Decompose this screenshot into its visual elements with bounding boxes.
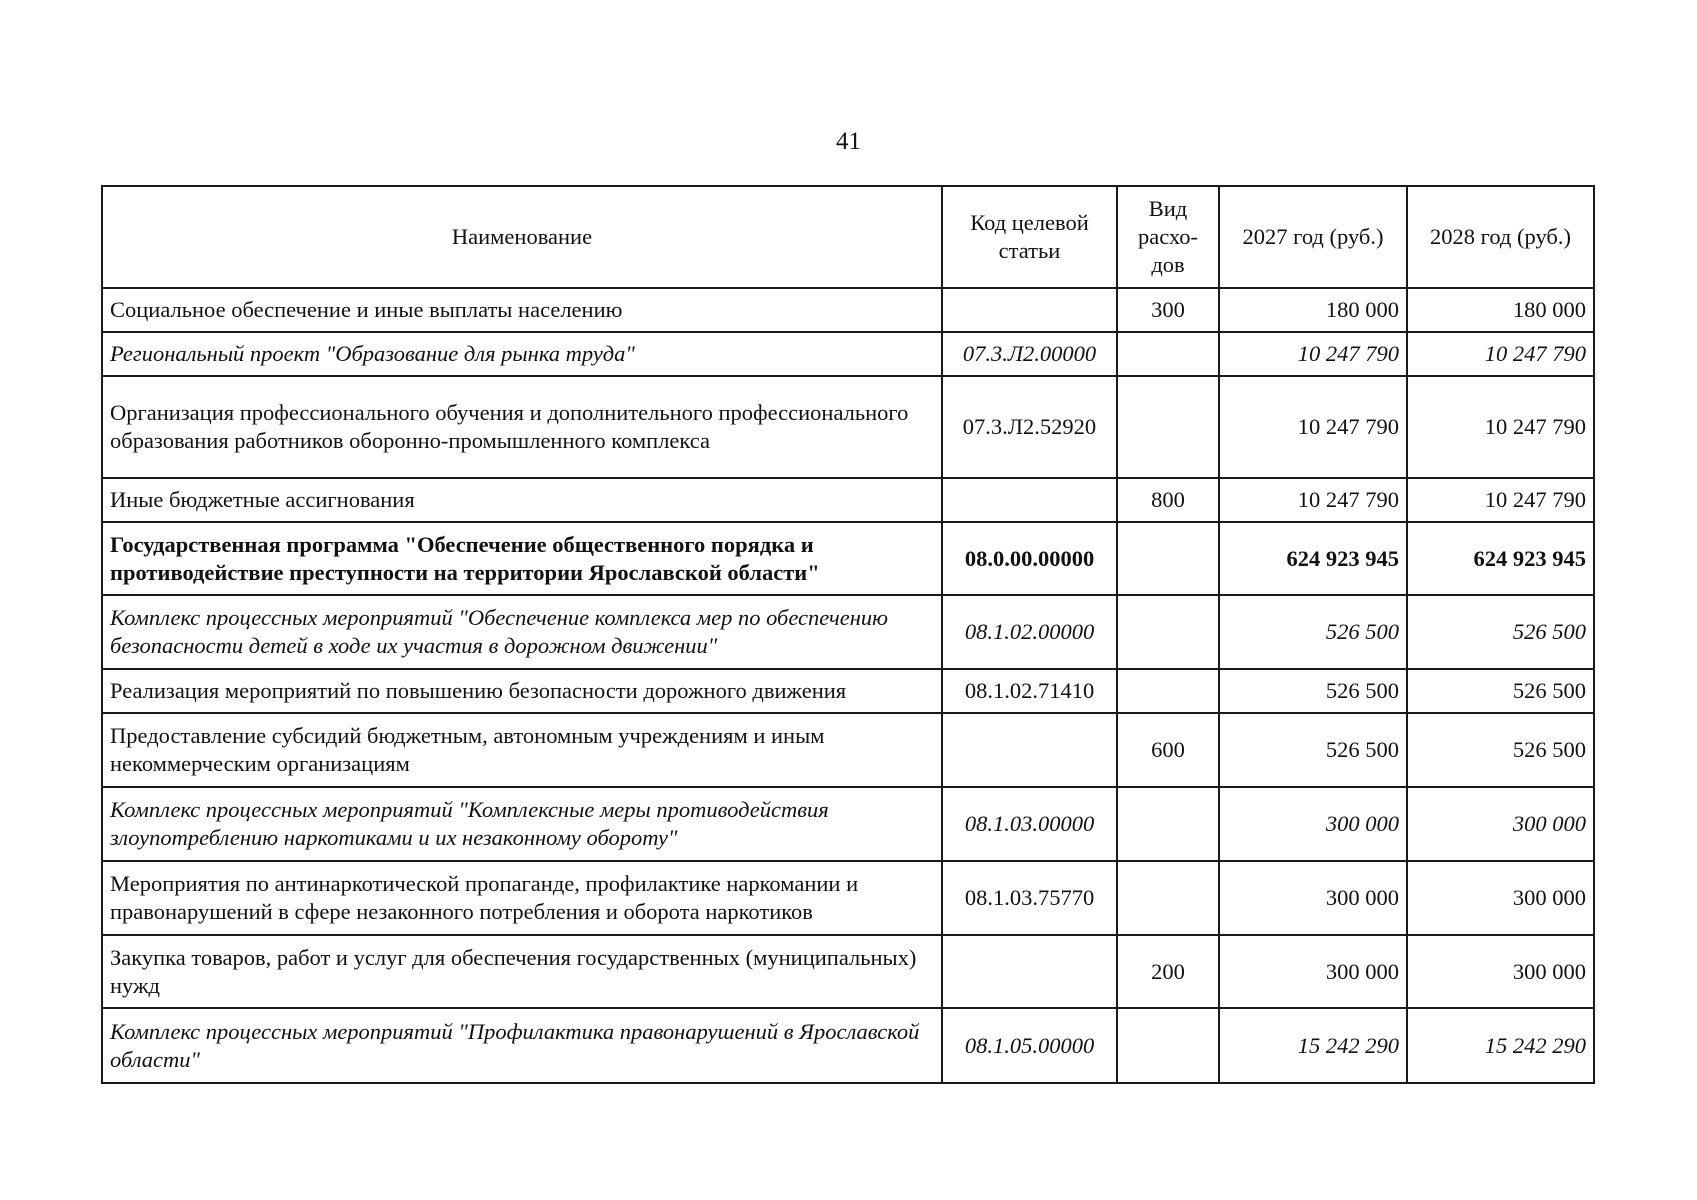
row-kind (1117, 787, 1219, 861)
row-name: Комплекс процессных мероприятий "Обеспечение комплекса мер по обеспечению безопасности детей в ходе их участия в дорожном движении" (102, 595, 942, 669)
row-name: Комплекс процессных мероприятий "Профилактика правонарушений в Ярославской области" (102, 1008, 942, 1083)
table-row (102, 787, 1594, 861)
table-row (102, 935, 1594, 1008)
row-code: 08.1.02.71410 (942, 669, 1117, 713)
row-2028: 300 000 (1407, 787, 1594, 861)
header-code: Код целевой статьи (942, 186, 1117, 288)
row-2028: 526 500 (1407, 595, 1594, 669)
row-name: Мероприятия по антинаркотической пропаганде, профилактике наркомании и правонарушений в сфере незаконного потребления и оборота наркотиков (102, 861, 942, 935)
row-code (942, 288, 1117, 332)
row-name: Предоставление субсидий бюджетным, автономным учреждениям и иным некоммерческим организациям (102, 713, 942, 787)
row-name: Региональный проект "Образование для рынка труда" (102, 332, 942, 376)
row-kind (1117, 332, 1219, 376)
row-2027: 526 500 (1219, 713, 1407, 787)
row-kind: 300 (1117, 288, 1219, 332)
row-code: 07.3.Л2.52920 (942, 376, 1117, 478)
table-header-row (102, 186, 1594, 288)
row-code: 08.0.00.00000 (942, 522, 1117, 595)
header-2028: 2028 год (руб.) (1407, 186, 1594, 288)
budget-table (101, 185, 1595, 1084)
row-2028: 300 000 (1407, 935, 1594, 1008)
header-kind: Вид расхо-дов (1117, 186, 1219, 288)
row-kind: 600 (1117, 713, 1219, 787)
row-2027: 526 500 (1219, 595, 1407, 669)
row-2027: 300 000 (1219, 787, 1407, 861)
row-2027: 10 247 790 (1219, 332, 1407, 376)
row-2027: 10 247 790 (1219, 376, 1407, 478)
row-name: Социальное обеспечение и иные выплаты населению (102, 288, 942, 332)
table-row (102, 376, 1594, 478)
row-2028: 15 242 290 (1407, 1008, 1594, 1083)
row-2027: 300 000 (1219, 935, 1407, 1008)
row-kind: 800 (1117, 478, 1219, 522)
row-code (942, 713, 1117, 787)
row-code (942, 478, 1117, 522)
row-code (942, 935, 1117, 1008)
row-kind (1117, 669, 1219, 713)
row-code: 08.1.03.00000 (942, 787, 1117, 861)
row-2027: 10 247 790 (1219, 478, 1407, 522)
table-row (102, 595, 1594, 669)
row-kind (1117, 1008, 1219, 1083)
table-row (102, 713, 1594, 787)
row-2027: 180 000 (1219, 288, 1407, 332)
row-2027: 300 000 (1219, 861, 1407, 935)
row-code: 08.1.03.75770 (942, 861, 1117, 935)
header-name: Наименование (102, 186, 942, 288)
row-2028: 526 500 (1407, 713, 1594, 787)
table-row (102, 332, 1594, 376)
table-row (102, 522, 1594, 595)
row-name: Организация профессионального обучения и дополнительного профессионального образования работников оборонно-промышленного комплекса (102, 376, 942, 478)
row-name: Государственная программа "Обеспечение общественного порядка и противодействие преступности на территории Ярославской области" (102, 522, 942, 595)
table-row (102, 669, 1594, 713)
row-name: Реализация мероприятий по повышению безопасности дорожного движения (102, 669, 942, 713)
header-2027: 2027 год (руб.) (1219, 186, 1407, 288)
row-name: Иные бюджетные ассигнования (102, 478, 942, 522)
row-code: 08.1.02.00000 (942, 595, 1117, 669)
row-kind (1117, 595, 1219, 669)
row-2028: 180 000 (1407, 288, 1594, 332)
row-2028: 10 247 790 (1407, 478, 1594, 522)
table-row (102, 288, 1594, 332)
table-row (102, 1008, 1594, 1083)
page-number: 41 (836, 128, 861, 155)
row-2027: 526 500 (1219, 669, 1407, 713)
row-2027: 624 923 945 (1219, 522, 1407, 595)
row-2028: 526 500 (1407, 669, 1594, 713)
row-2028: 10 247 790 (1407, 332, 1594, 376)
table-row (102, 861, 1594, 935)
row-kind: 200 (1117, 935, 1219, 1008)
row-2028: 624 923 945 (1407, 522, 1594, 595)
row-name: Закупка товаров, работ и услуг для обеспечения государственных (муниципальных) нужд (102, 935, 942, 1008)
row-kind (1117, 861, 1219, 935)
row-code: 07.3.Л2.00000 (942, 332, 1117, 376)
row-name: Комплекс процессных мероприятий "Комплексные меры противодействия злоупотреблению наркотиками и их незаконному обороту" (102, 787, 942, 861)
row-2028: 300 000 (1407, 861, 1594, 935)
row-2028: 10 247 790 (1407, 376, 1594, 478)
table-row (102, 478, 1594, 522)
row-kind (1117, 376, 1219, 478)
row-kind (1117, 522, 1219, 595)
row-code: 08.1.05.00000 (942, 1008, 1117, 1083)
row-2027: 15 242 290 (1219, 1008, 1407, 1083)
